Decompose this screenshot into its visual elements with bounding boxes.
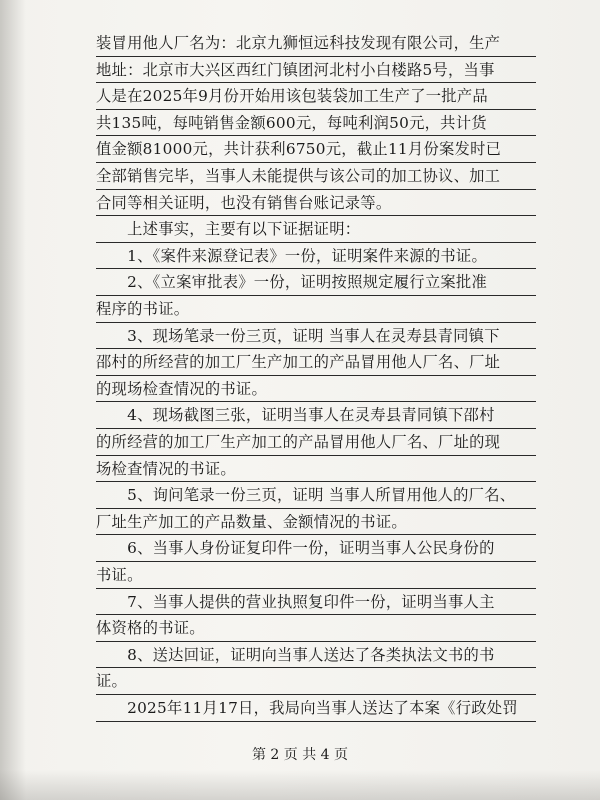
page-number-footer: 第 2 页 共 4 页 <box>251 746 349 763</box>
underline-26 <box>96 721 536 722</box>
text-line-8: 上述事实，主要有以下证据证明： <box>96 220 361 239</box>
text-line-23: 体资格的书证。 <box>96 619 205 638</box>
text-line-22: 7、当事人提供的营业执照复印件一份，证明当事人主 <box>96 592 495 611</box>
text-line-19: 厂址生产加工的产品数量、金额情况的书证。 <box>96 512 407 531</box>
text-line-7: 合同等相关证明，也没有销售台账记录等。 <box>96 193 392 212</box>
text-line-13: 邵村的所经营的加工厂生产加工的产品冒用他人厂名、厂址 <box>96 353 501 372</box>
text-line-10: 2、《立案审批表》一份，证明按照规定履行立案批准 <box>96 273 488 292</box>
page-edge-shadow <box>0 0 26 800</box>
text-line-24: 8、送达回证，证明向当事人送达了各类执法文书的书 <box>96 645 495 664</box>
text-line-1: 装冒用他人厂名为：北京九狮恒远科技发现有限公司，生产 <box>96 34 501 52</box>
text-line-15: 4、现场截图三张，证明当事人在灵寿县青同镇下邵村 <box>96 406 495 425</box>
text-line-12: 3、现场笔录一份三页，证明 当事人在灵寿县青同镇下 <box>96 326 500 345</box>
text-line-25: 证。 <box>96 672 128 691</box>
text-line-9: 1、《案件来源登记表》一份，证明案件来源的书证。 <box>96 246 488 265</box>
text-line-17: 场检查情况的书证。 <box>96 459 236 478</box>
text-line-4: 共135吨，每吨销售金额600元，每吨利润50元，共计货 <box>96 113 487 132</box>
text-line-21: 书证。 <box>96 566 143 584</box>
text-line-26: 2025年11月17日，我局向当事人送达了本案《行政处罚 <box>96 699 518 717</box>
text-line-5: 值金额81000元，共计获利6750元，截止11月份案发时已 <box>96 140 502 159</box>
text-line-16: 的所经营的加工厂生产加工的产品冒用他人厂名、厂址的现 <box>96 433 501 451</box>
text-line-6: 全部销售完毕，当事人未能提供与该公司的加工协议、加工 <box>96 167 501 185</box>
text-line-18: 5、询问笔录一份三页，证明 当事人所冒用他人的厂名、 <box>96 486 516 505</box>
text-line-3: 人是在2025年9月份开始用该包装袋加工生产了一批产品 <box>96 87 488 106</box>
text-line-14: 的现场检查情况的书证。 <box>96 379 268 398</box>
text-line-2: 地址：北京市大兴区西红门镇团河北村小白楼路5号，当事 <box>96 60 495 79</box>
text-line-11: 程序的书证。 <box>96 300 190 318</box>
page-bottom-shadow <box>0 770 600 800</box>
text-line-20: 6、当事人身份证复印件一份，证明当事人公民身份的 <box>96 539 495 558</box>
